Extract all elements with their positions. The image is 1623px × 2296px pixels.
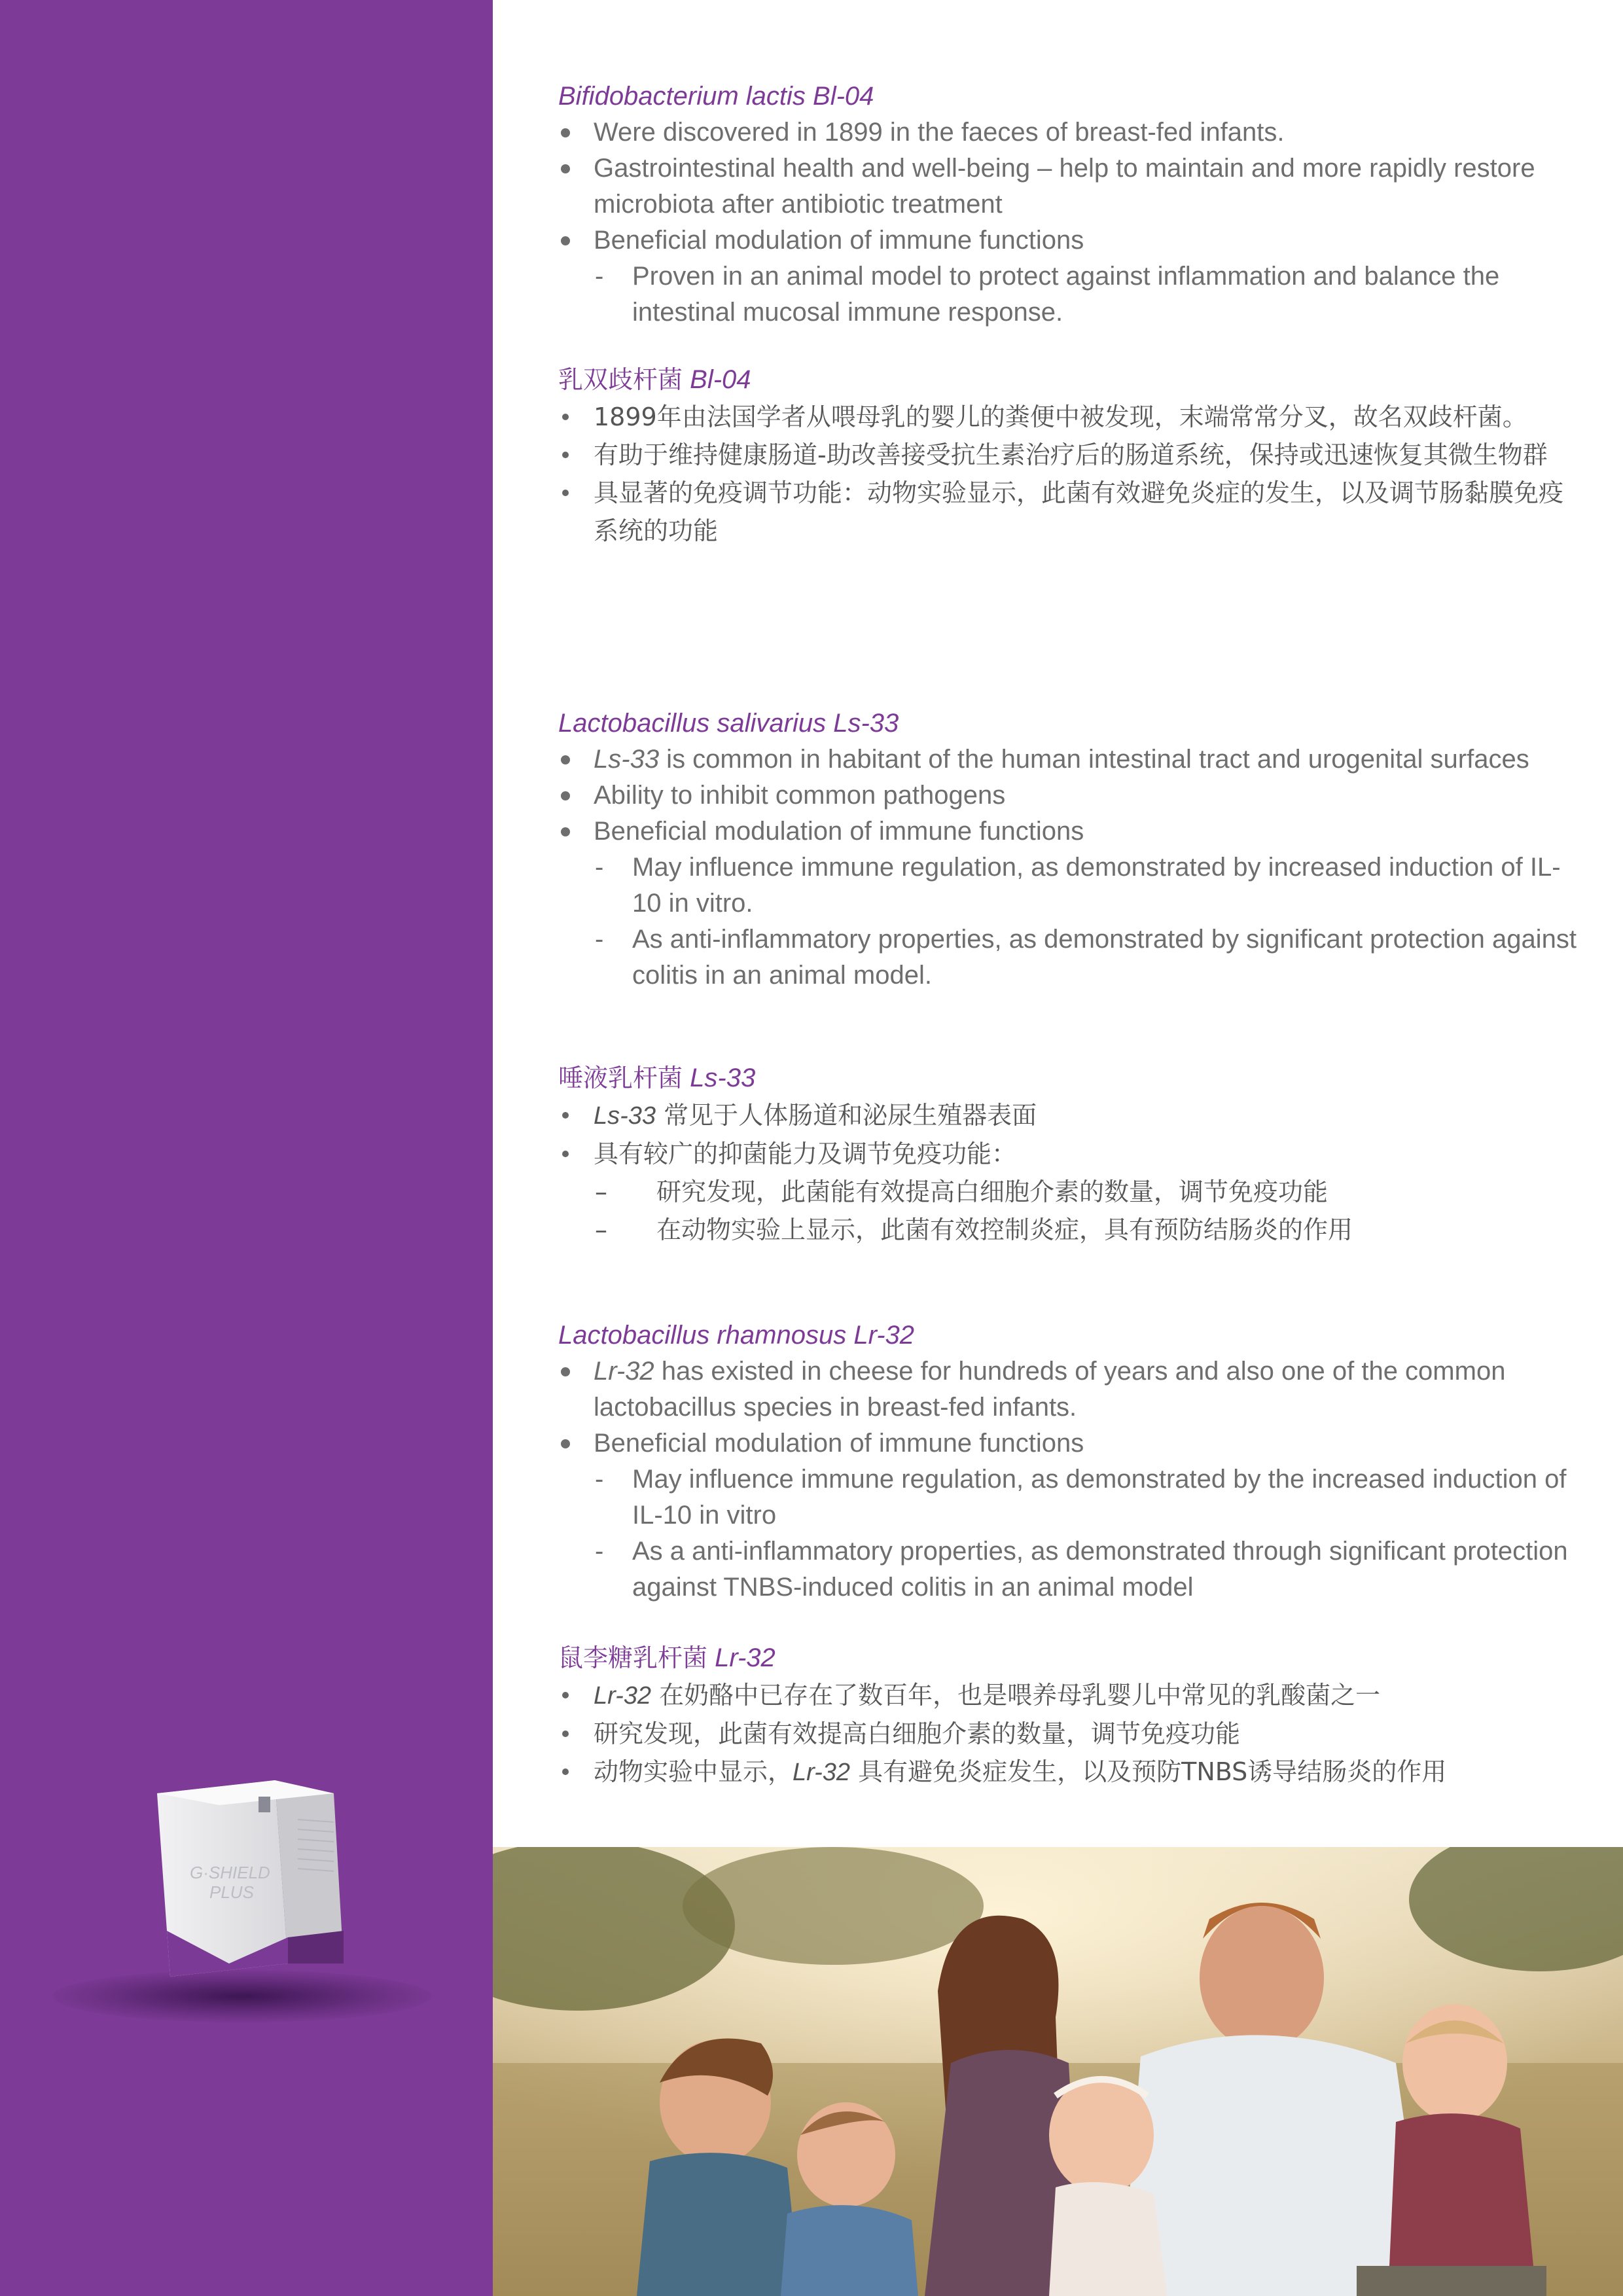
strain-name: Ls-33 [594,745,660,774]
sub-list-item: - May influence immune regulation, as demonstrated by the increased induction of IL-10 in vitro [558,1462,1579,1534]
section-bifidobacterium-en [558,79,1579,331]
item-text: 具有避免炎症发生，以及预防TNBS诱导结肠炎的作用 [850,1757,1447,1786]
item-text: 在奶酪中已存在了数百年，也是喂养母乳婴儿中常见的乳酸菌之一 [651,1681,1381,1710]
svg-text:PLUS: PLUS [209,1882,254,1902]
list-item: 研究发现，此菌有效提高白细胞介素的数量，调节免疫功能 [558,1715,1579,1753]
bullet-list [558,1096,1579,1249]
section-heading [558,1060,1579,1096]
list-item [558,1354,1579,1426]
list-item: 具显著的免疫调节功能：动物实验显示，此菌有效避免炎症的发生，以及调节肠黏膜免疫系统的功能 [558,474,1579,550]
strain-name: Lr-32 [793,1759,851,1786]
section-rhamnosus-en [558,1318,1579,1605]
bullet-list [558,115,1579,331]
item-prefix: 动物实验中显示， [594,1757,793,1786]
heading-strain: Bl-04 [690,365,751,394]
list-item [558,1096,1579,1135]
list-item: Ability to inhibit common pathogens [558,778,1579,814]
product-box-image [137,1767,360,2016]
heading-cn: 鼠李糖乳杆菌 [558,1643,708,1672]
list-item: 1899年由法国学者从喂母乳的婴儿的粪便中被发现，末端常常分叉，故名双歧杆菌。 [558,398,1579,436]
sub-list-item: – 研究发现，此菌能有效提高白细胞介素的数量，调节免疫功能 [558,1173,1579,1211]
list-item: Were discovered in 1899 in the faeces of breast-fed infants. [558,115,1579,151]
section-rhamnosus-cn [558,1640,1579,1791]
bullet-list [558,1354,1579,1605]
section-heading: Lactobacillus rhamnosus Lr-32 [558,1321,915,1350]
strain-name: Lr-32 [594,1357,654,1386]
svg-text:G·SHIELD: G·SHIELD [190,1863,270,1882]
list-item: Beneficial modulation of immune functions [558,814,1579,850]
section-heading [558,1640,1579,1676]
section-heading: Lactobacillus salivarius Ls-33 [558,709,899,738]
list-item: Gastrointestinal health and well-being – help to maintain and more rapidly restore microbiota after antibiotic treatment [558,151,1579,223]
list-item: 具有较广的抑菌能力及调节免疫功能： [558,1135,1579,1173]
heading-strain: Ls-33 [690,1064,756,1092]
item-text: is common in habitant of the human intestinal tract and urogenital surfaces [659,745,1529,774]
bullet-list [558,742,1579,994]
section-salivarius-cn [558,1060,1579,1249]
bullet-list [558,398,1579,550]
section-bifidobacterium-cn [558,362,1579,550]
item-text: 常见于人体肠道和泌尿生殖器表面 [656,1101,1037,1130]
sub-list-item: - Proven in an animal model to protect against inflammation and balance the intestinal mucosal immune response. [558,259,1579,331]
list-item [558,742,1579,778]
item-text: has existed in cheese for hundreds of years and also one of the common lactobacillus species in breast-fed infants. [594,1357,1506,1422]
section-heading [558,362,1579,398]
heading-cn: 唾液乳杆菌 [558,1064,683,1092]
heading-cn: 乳双歧杆菌 [558,365,683,394]
list-item: 有助于维持健康肠道-助改善接受抗生素治疗后的肠道系统，保持或迅速恢复其微生物群 [558,436,1579,474]
sub-list-item: - May influence immune regulation, as demonstrated by increased induction of IL-10 in vitro. [558,850,1579,922]
list-item [558,1753,1579,1791]
strain-name: Ls-33 [594,1102,656,1130]
section-heading: Bifidobacterium lactis Bl-04 [558,82,874,111]
strain-name: Lr-32 [594,1682,652,1710]
sub-list-item: – 在动物实验上显示，此菌有效控制炎症，具有预防结肠炎的作用 [558,1211,1579,1249]
section-salivarius-en [558,706,1579,994]
list-item [558,1676,1579,1715]
heading-strain: Lr-32 [715,1643,776,1672]
list-item: Beneficial modulation of immune functions [558,1426,1579,1462]
family-photo [493,1847,1623,2296]
sub-list-item: - As a anti-inflammatory properties, as demonstrated through significant protection against TNBS-induced colitis in an animal model [558,1534,1579,1605]
sub-list-item: - As anti-inflammatory properties, as demonstrated by significant protection against colitis in an animal model. [558,922,1579,994]
list-item: Beneficial modulation of immune functions [558,223,1579,259]
bullet-list [558,1676,1579,1791]
